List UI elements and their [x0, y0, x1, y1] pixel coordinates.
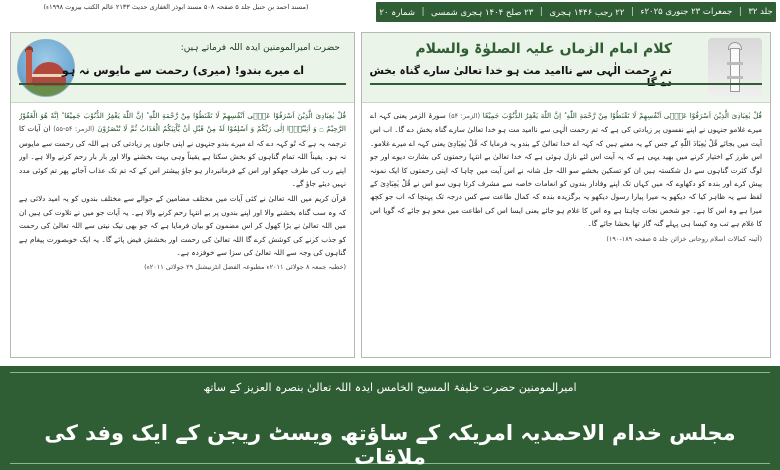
- separator: |: [421, 7, 425, 17]
- khalifa-column-body: [19, 109, 346, 351]
- gregorian-date: جمعرات ۲۳ جنوری ۲۰۲۵ء: [640, 7, 733, 17]
- hijri-date: ۲۲ رجب ۱۴۴۶ ہجری: [549, 7, 625, 18]
- shamsi-date: ۲۳ صلح ۱۴۰۴ ہجری شمسی: [431, 7, 534, 18]
- heading-divider: [370, 83, 762, 85]
- minaret-band-shape: [727, 76, 743, 79]
- minaret-band-shape: [727, 62, 743, 65]
- separator: |: [630, 7, 634, 17]
- separator: |: [539, 7, 543, 17]
- separator: |: [738, 7, 742, 17]
- banner-subtitle: امیرالمومنین حضرت خلیفۃ المسیح الخامس ایدہ اللہ تعالیٰ بنصرہ العزیز کے ساتھ: [203, 381, 577, 394]
- minaret-tower-shape: [730, 48, 740, 92]
- explanation-text: سورۃ الزمر یعنی کہہ اے میرے غلامو جنہوں نے اپنے نفسوں پر زیادتی کی ہے کہ تم رحمت الٰہی سے ناامید مت ہو خدا تعالیٰ سارے گناہ بخش دے گا۔ اب اس آیت میں بجائے قُلْ یٰعِبَادَ اللّٰهِ کے جس کے یہ معنے ہیں کہ کہہ اے خدا تعالیٰ کے بندو یہ فرمایا کہ قُلْ یٰعِبَادِیَ یعنی کہہ اے میرے غلامو۔ اس طرز کے اختیار کرنے میں بھید یہی ہے کہ یہ آیت اس لئے نازل ہوئی ہے کہ خدا تعالیٰ بے انتہا رحمتوں کی بشارت دیوے اور جو لوگ کثرت گناہوں سے دل شکستہ ہیں ان کو تسکین بخشے سو اللہ جل شانہ نے اس آیت میں چاہا کہ اپنی رحمتوں کا ایک نمونہ پیش کرے اور بندہ کو دکھاوے کہ میں کہاں تک اپنے وفادار بندوں کو انعامات خاصہ سے مشرف کرتا ہوں سو اس نے قُلْ یٰعِبَادِیَ کے لفظ سے یہ ظاہر کیا کہ دیکھو یہ میرا پیارا رسول دیکھو یہ برگزیدہ بندہ کہ کمال طاعت سے کس درجہ تک پہنچا کہ اب جو کچھ میرا ہے وہ اس کا ہے۔ جو شخص نجات چاہتا ہے وہ اس کا غلام ہو جائے یعنی ایسا اس کی اطاعت میں محو ہو جائے کہ گویا اس کا غلام ہے تب وہ کیسا ہی پہلے گنہ گار تھا بخشا جائے گا۔: [370, 111, 762, 229]
- khalifa-column-heading: [11, 33, 354, 103]
- imam-column-heading: [362, 33, 770, 103]
- imam-column-body: [370, 109, 762, 351]
- banner-title: مجلس خدام الاحمدیہ امریکہ کے ساؤتھ ویسٹ ریجن کے ایک وفد کی ملاقات: [44, 421, 736, 469]
- top-strip: [0, 0, 780, 24]
- khalifa-paragraph-1: [19, 109, 346, 190]
- imam-paragraph: [370, 109, 762, 231]
- banner-frame: [10, 372, 770, 469]
- khalifa-subheading: حضرت امیرالمومنین ایدہ اللہ فرماتے ہیں:: [180, 43, 340, 53]
- verse-reference: (الزمر: ۵۴): [448, 112, 481, 120]
- ground-shape: [18, 86, 75, 97]
- issue-number: شمارہ ۲۰: [379, 7, 415, 18]
- heading-divider: [19, 83, 346, 85]
- headline-banner: [0, 366, 780, 470]
- imam-column: [361, 32, 771, 358]
- volume-label: جلد ۳۲: [748, 7, 773, 17]
- imam-subtitle: تم رحمت الٰہی سے ناامید مت ہو خدا تعالیٰ سارے گناہ بخش: [369, 65, 672, 77]
- verse-reference: (الزمر: ۵۴-۵۵): [53, 125, 95, 134]
- header-reference: (مسند احمد بن حنبل جلد ۵ صفحہ ۵۰۸ مسند ابوذر الغفاری حدیث ۲۱۳۳ عالم الکتب بیروت ۱۹۹۸ء): [43, 3, 309, 11]
- minaret-photo: [708, 38, 762, 98]
- quran-verse: قُلْ یٰعِبَادِیَ الَّذِیْنَ اَسْرَفُوْا عَلٰۤی اَنْفُسِهِمْ لَا تَقْنَطُوْا مِنْ رَّحْمَةِ اللّٰهِ ؕ اِنَّ اللّٰهَ یَغْفِرُ الذُّنُوْبَ جَمِیْعًا ؕ اِنَّهٗ هُوَ الْغَفُوْرُ الرَّحِیْمُ ۝ وَ اَنِیْبُوْۤا اِلٰی رَبِّكُمْ وَ اَسْلِمُوْا لَهٗ مِنْ قَبْلِ اَنْ یَّاْتِیَكُمُ الْعَذَابُ ثُمَّ لَا تُنْصَرُوْنَ: [19, 111, 346, 134]
- khalifa-title: اے میرے بندو! (میری) رحمت سے مایوس نہ ہو: [61, 64, 304, 77]
- quran-verse: قُلْ یٰعِبَادِیَ الَّذِیْنَ اَسْرَفُوْا عَلٰۤی اَنْفُسِهِمْ لَا تَقْنَطُوْا مِنْ رَّحْمَةِ اللّٰهِ ؕ اِنَّ اللّٰهَ یَغْفِرُ الذُّنُوْبَ جَمِیْعًا: [482, 111, 762, 120]
- date-bar: [376, 2, 776, 22]
- translation-text: ان آیات کا ترجمہ یہ ہے کہ تُو کہہ دے کہ اے میرے بندو جنہوں نے اپنی جانوں پر زیادتی کی ہے اللہ کی رحمت سے مایوس نہ ہو۔ یقیناً اللہ تمام گناہوں کو بخش سکتا ہے یقیناً وہی بہت بخشنے والا اور بار بار رحم کرنے والا ہے۔ اور اپنے رب کی طرف جھکو اور اس کے فرمانبردار ہو جاؤ پیشتر اس کے کہ تم تک عذاب آجائے پھر تم کوئی مدد نہیں دیئے جاؤ گے۔: [19, 124, 346, 189]
- khalifa-column: [10, 32, 355, 358]
- imam-title: کلام امام الزماں علیہ الصلوٰۃ والسلام: [415, 41, 672, 57]
- khalifa-paragraph-2: قرآن کریم میں اللہ تعالیٰ نے کئی آیات میں مختلف مضامین کے حوالے سے مختلف بندوں کو یہ امید دلائی ہے کہ وہ سب گناہ بخشنے والا اور اپنے بندوں پر بے انتہا رحم کرنے والا ہے۔ یہ آیات جو میں نے تلاوت کی ہیں ان میں اللہ تعالیٰ نے بڑا کھول کر اس مضمون کو بیان فرمایا ہے کہ جو بھی نیک نیتی سے اللہ تعالیٰ کی رحمت کو جذب کرنے کی کوشش کرے گا اللہ تعالیٰ کی رحمت اور بخشش فیض پائے گا۔ یہ ایک خوبصورت پیغام ہے گناہوں کی وجہ سے اللہ تعالیٰ کی سزا سے خوفزدہ ہے۔: [19, 194, 346, 258]
- imam-source: (آئینہ کمالات اسلام روحانی خزائن جلد ۵ صفحہ ۱۸۹-۱۹۰): [606, 234, 762, 243]
- khalifa-source: (خطبہ جمعہ ۸ جولائی ۲۰۱۱ء مطبوعہ الفضل انٹرنیشنل ۲۹ جولائی ۲۰۱۱ء): [144, 263, 346, 272]
